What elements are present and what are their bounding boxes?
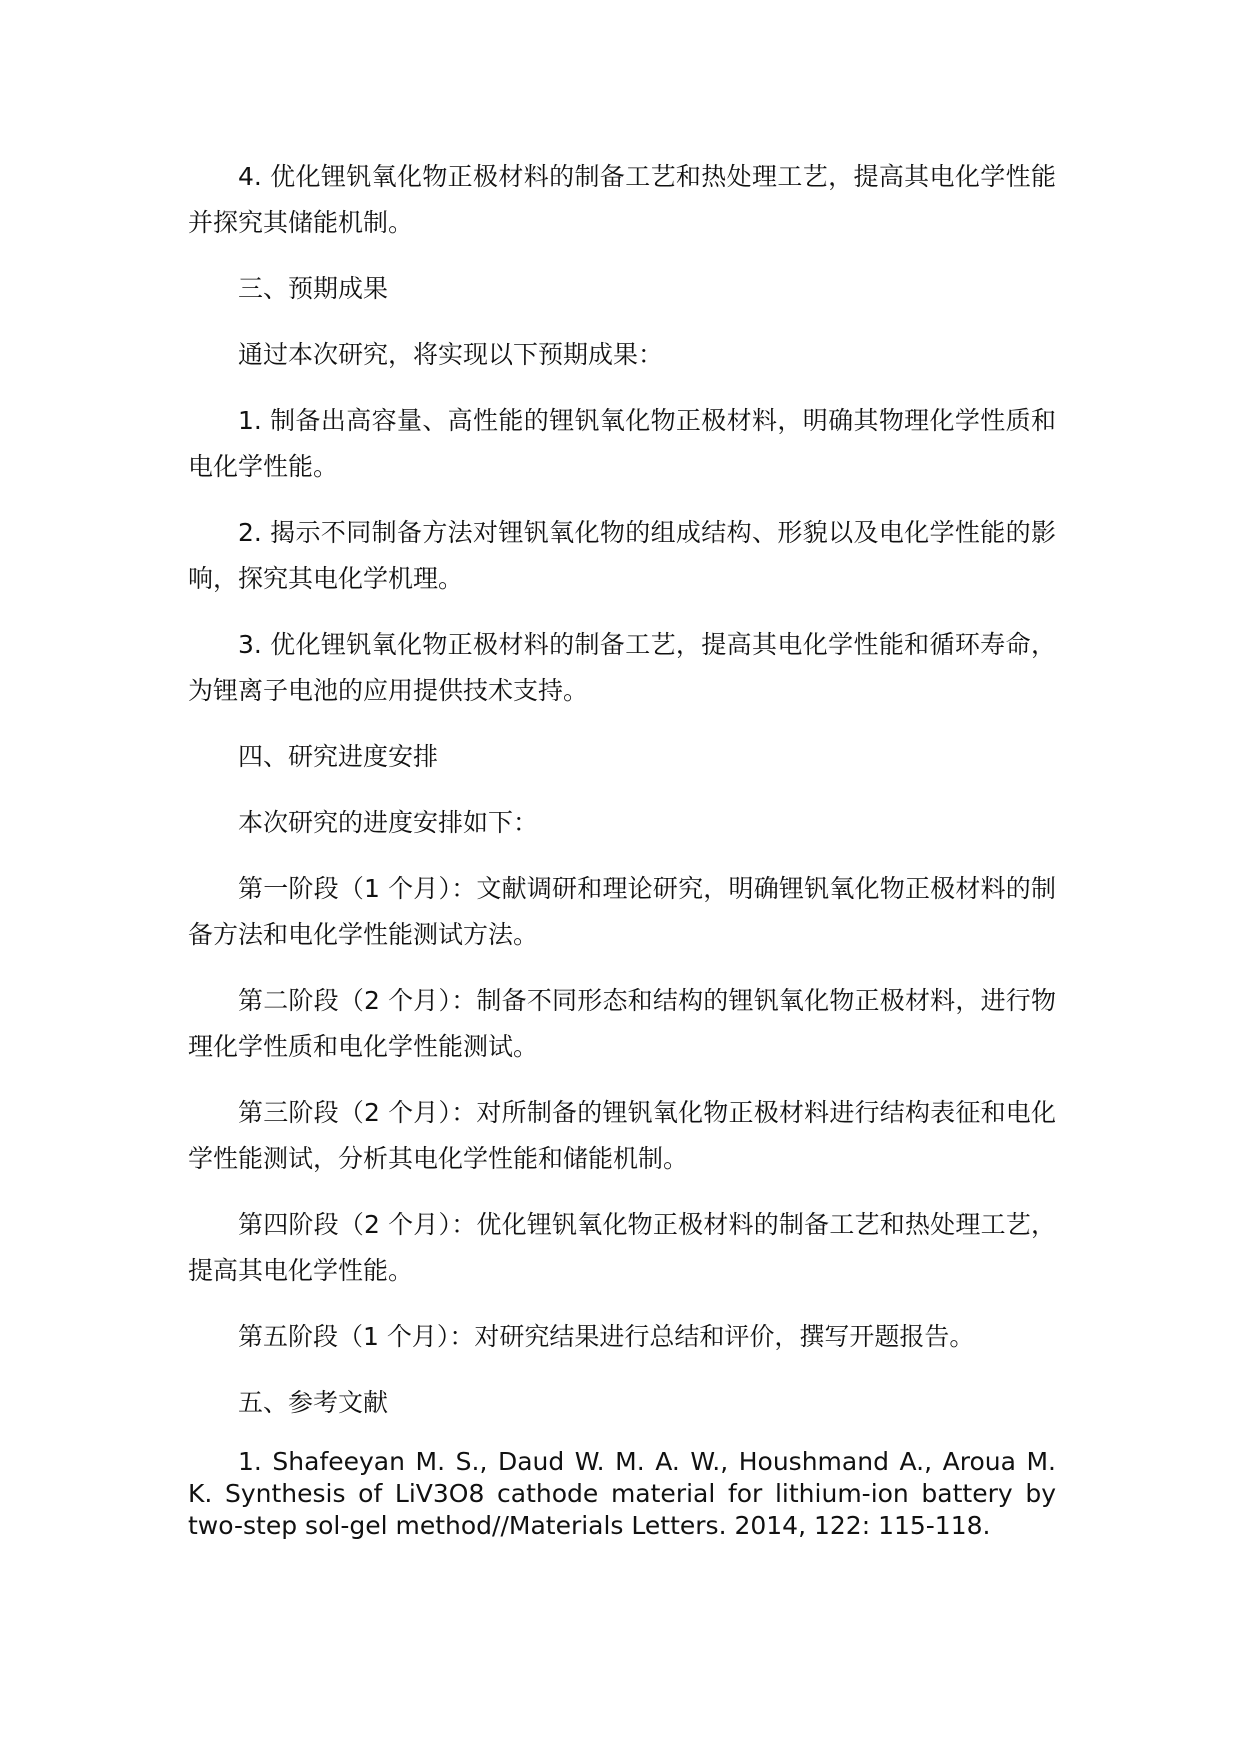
- section-heading-expected-results: 三、预期成果: [238, 274, 389, 303]
- paragraph-stage-4: 第四阶段（2 个月）：优化锂钒氧化物正极材料的制备工艺和热处理工艺，提高其电化学性能。: [188, 1210, 1056, 1285]
- paragraph-result-3: 3. 优化锂钒氧化物正极材料的制备工艺，提高其电化学性能和循环寿命，为锂离子电池的应用提供技术支持。: [188, 630, 1056, 705]
- paragraph-stage-3: 第三阶段（2 个月）：对所制备的锂钒氧化物正极材料进行结构表征和电化学性能测试，分析其电化学性能和储能机制。: [188, 1098, 1056, 1173]
- paragraph-stage-2: 第二阶段（2 个月）：制备不同形态和结构的锂钒氧化物正极材料，进行物理化学性质和电化学性能测试。: [188, 986, 1056, 1061]
- paragraph-result-2: 2. 揭示不同制备方法对锂钒氧化物的组成结构、形貌以及电化学性能的影响，探究其电化学机理。: [188, 518, 1056, 593]
- section-heading-references: 五、参考文献: [238, 1388, 389, 1417]
- paragraph-schedule-intro: 本次研究的进度安排如下：: [238, 808, 539, 837]
- paragraph-stage-1: 第一阶段（1 个月）：文献调研和理论研究，明确锂钒氧化物正极材料的制备方法和电化学性能测试方法。: [188, 874, 1056, 949]
- reference-1: 1. Shafeeyan M. S., Daud W. M. A. W., Houshmand A., Aroua M. K. Synthesis of LiV3O8 cathode material for lithium-ion battery by two-step sol-gel method//Materials Letters. 2014, 122: 115-118.: [188, 1447, 1056, 1540]
- paragraph-stage-5: 第五阶段（1 个月）：对研究结果进行总结和评价，撰写开题报告。: [238, 1322, 975, 1351]
- paragraph-results-intro: 通过本次研究，将实现以下预期成果：: [238, 340, 664, 369]
- paragraph-result-1: 1. 制备出高容量、高性能的锂钒氧化物正极材料，明确其物理化学性质和电化学性能。: [188, 406, 1056, 481]
- paragraph-objective-4: 4. 优化锂钒氧化物正极材料的制备工艺和热处理工艺，提高其电化学性能并探究其储能机制。: [188, 162, 1056, 237]
- document-page: [188, 154, 1056, 1542]
- section-heading-schedule: 四、研究进度安排: [238, 742, 439, 771]
